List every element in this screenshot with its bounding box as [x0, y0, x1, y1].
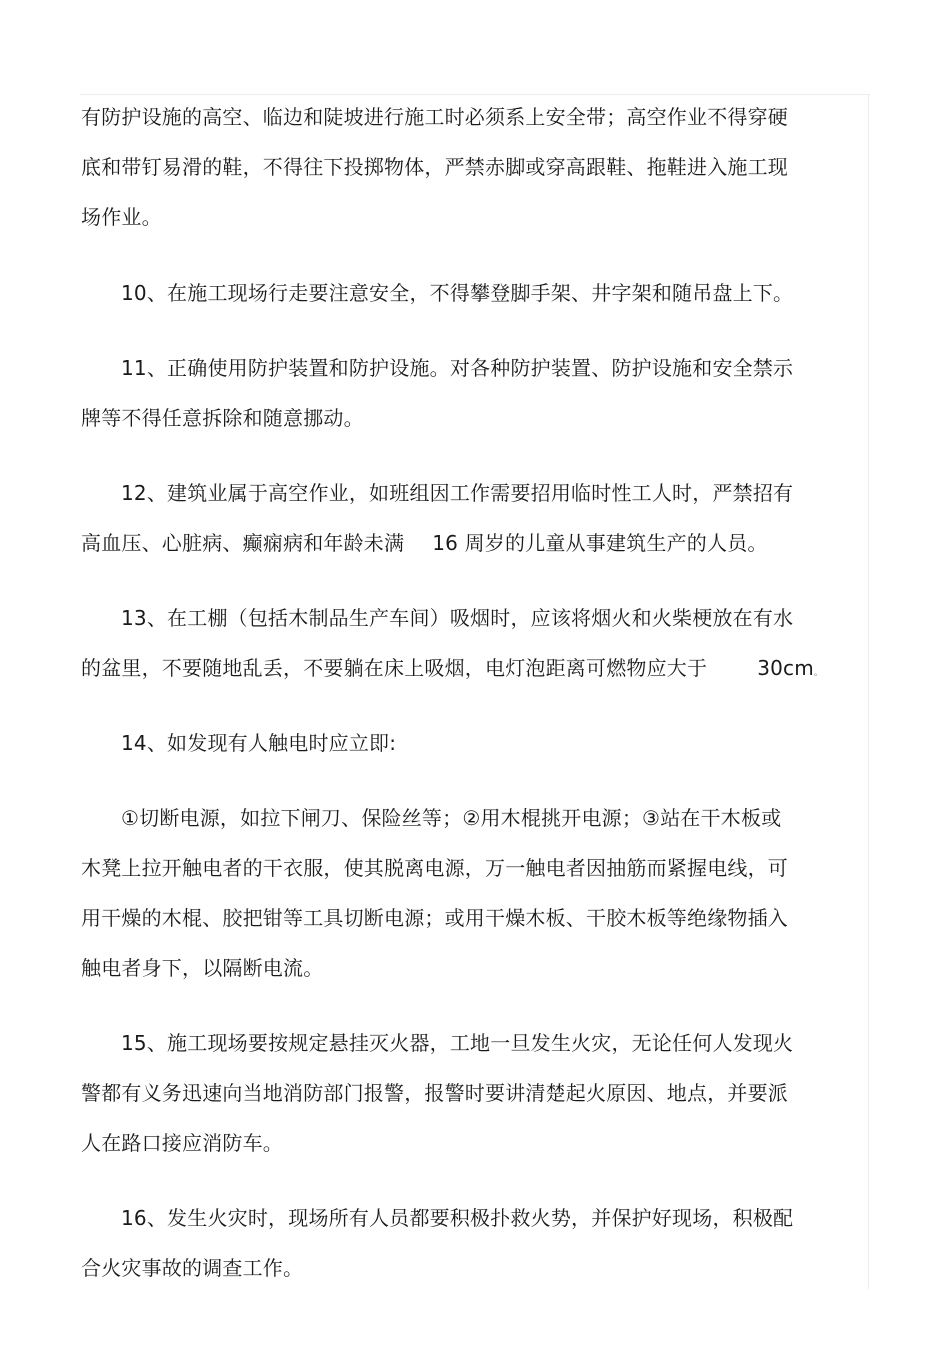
paragraph-14-detail: ①切断电源，如拉下闸刀、保险丝等；②用木棍挑开电源；③站在干木板或 [121, 806, 782, 830]
paragraph-13: 13、在工棚（包括木制品生产车间）吸烟时，应该将烟火和火柴梗放在有水 [121, 606, 794, 630]
paragraph-15: 15、施工现场要按规定悬挂灭火器，工地一旦发生火灾，无论任何人发现火 [121, 1031, 794, 1055]
paragraph-line: 底和带钉易滑的鞋，不得往下投掷物体，严禁赤脚或穿高跟鞋、拖鞋进入施工现 [81, 155, 788, 179]
text-segment: 30cm [757, 656, 814, 680]
paragraph-line: 有防护设施的高空、临边和陡坡进行施工时必须系上安全带；高空作业不得穿硬 [81, 105, 788, 129]
paragraph-line: 牌等不得任意拆除和随意挪动。 [81, 406, 364, 430]
period-mark: 。 [813, 668, 823, 677]
paragraph-line: 触电者身下，以隔断电流。 [81, 956, 324, 980]
paragraph-line [81, 655, 821, 686]
paragraph-line: 用干燥的木棍、胶把钳等工具切断电源；或用干燥木板、干胶木板等绝缘物插入 [81, 906, 788, 930]
paragraph-line: 警都有义务迅速向当地消防部门报警，报警时要讲清楚起火原因、地点，并要派 [81, 1081, 788, 1105]
paragraph-11: 11、正确使用防护装置和防护设施。对各种防护装置、防护设施和安全禁示 [121, 356, 794, 380]
paragraph-line [81, 530, 821, 556]
text-segment: 的盆里，不要随地乱丢，不要躺在床上吸烟，电灯泡距离可燃物应大于 [81, 656, 708, 680]
page-border-top [80, 94, 870, 95]
paragraph-line: 合火灾事故的调查工作。 [81, 1256, 304, 1280]
paragraph-10: 10、在施工现场行走要注意安全，不得攀登脚手架、井字架和随吊盘上下。 [121, 281, 794, 305]
paragraph-12: 12、建筑业属于高空作业，如班组因工作需要招用临时性工人时，严禁招有 [121, 481, 794, 505]
paragraph-16: 16、发生火灾时，现场所有人员都要积极扑救火势，并保护好现场，积极配 [121, 1206, 794, 1230]
paragraph-line: 木凳上拉开触电者的干衣服，使其脱离电源，万一触电者因抽筋而紧握电线，可 [81, 856, 788, 880]
text-segment: 高血压、心脏病、癫痫病和年龄未满 [81, 531, 405, 555]
page-border-right [868, 94, 869, 1289]
paragraph-line: 人在路口接应消防车。 [81, 1131, 283, 1155]
paragraph-line: 场作业。 [81, 205, 162, 229]
paragraph-14: 14、如发现有人触电时应立即: [121, 731, 397, 755]
text-segment: 16 周岁的儿童从事建筑生产的人员。 [432, 531, 768, 555]
